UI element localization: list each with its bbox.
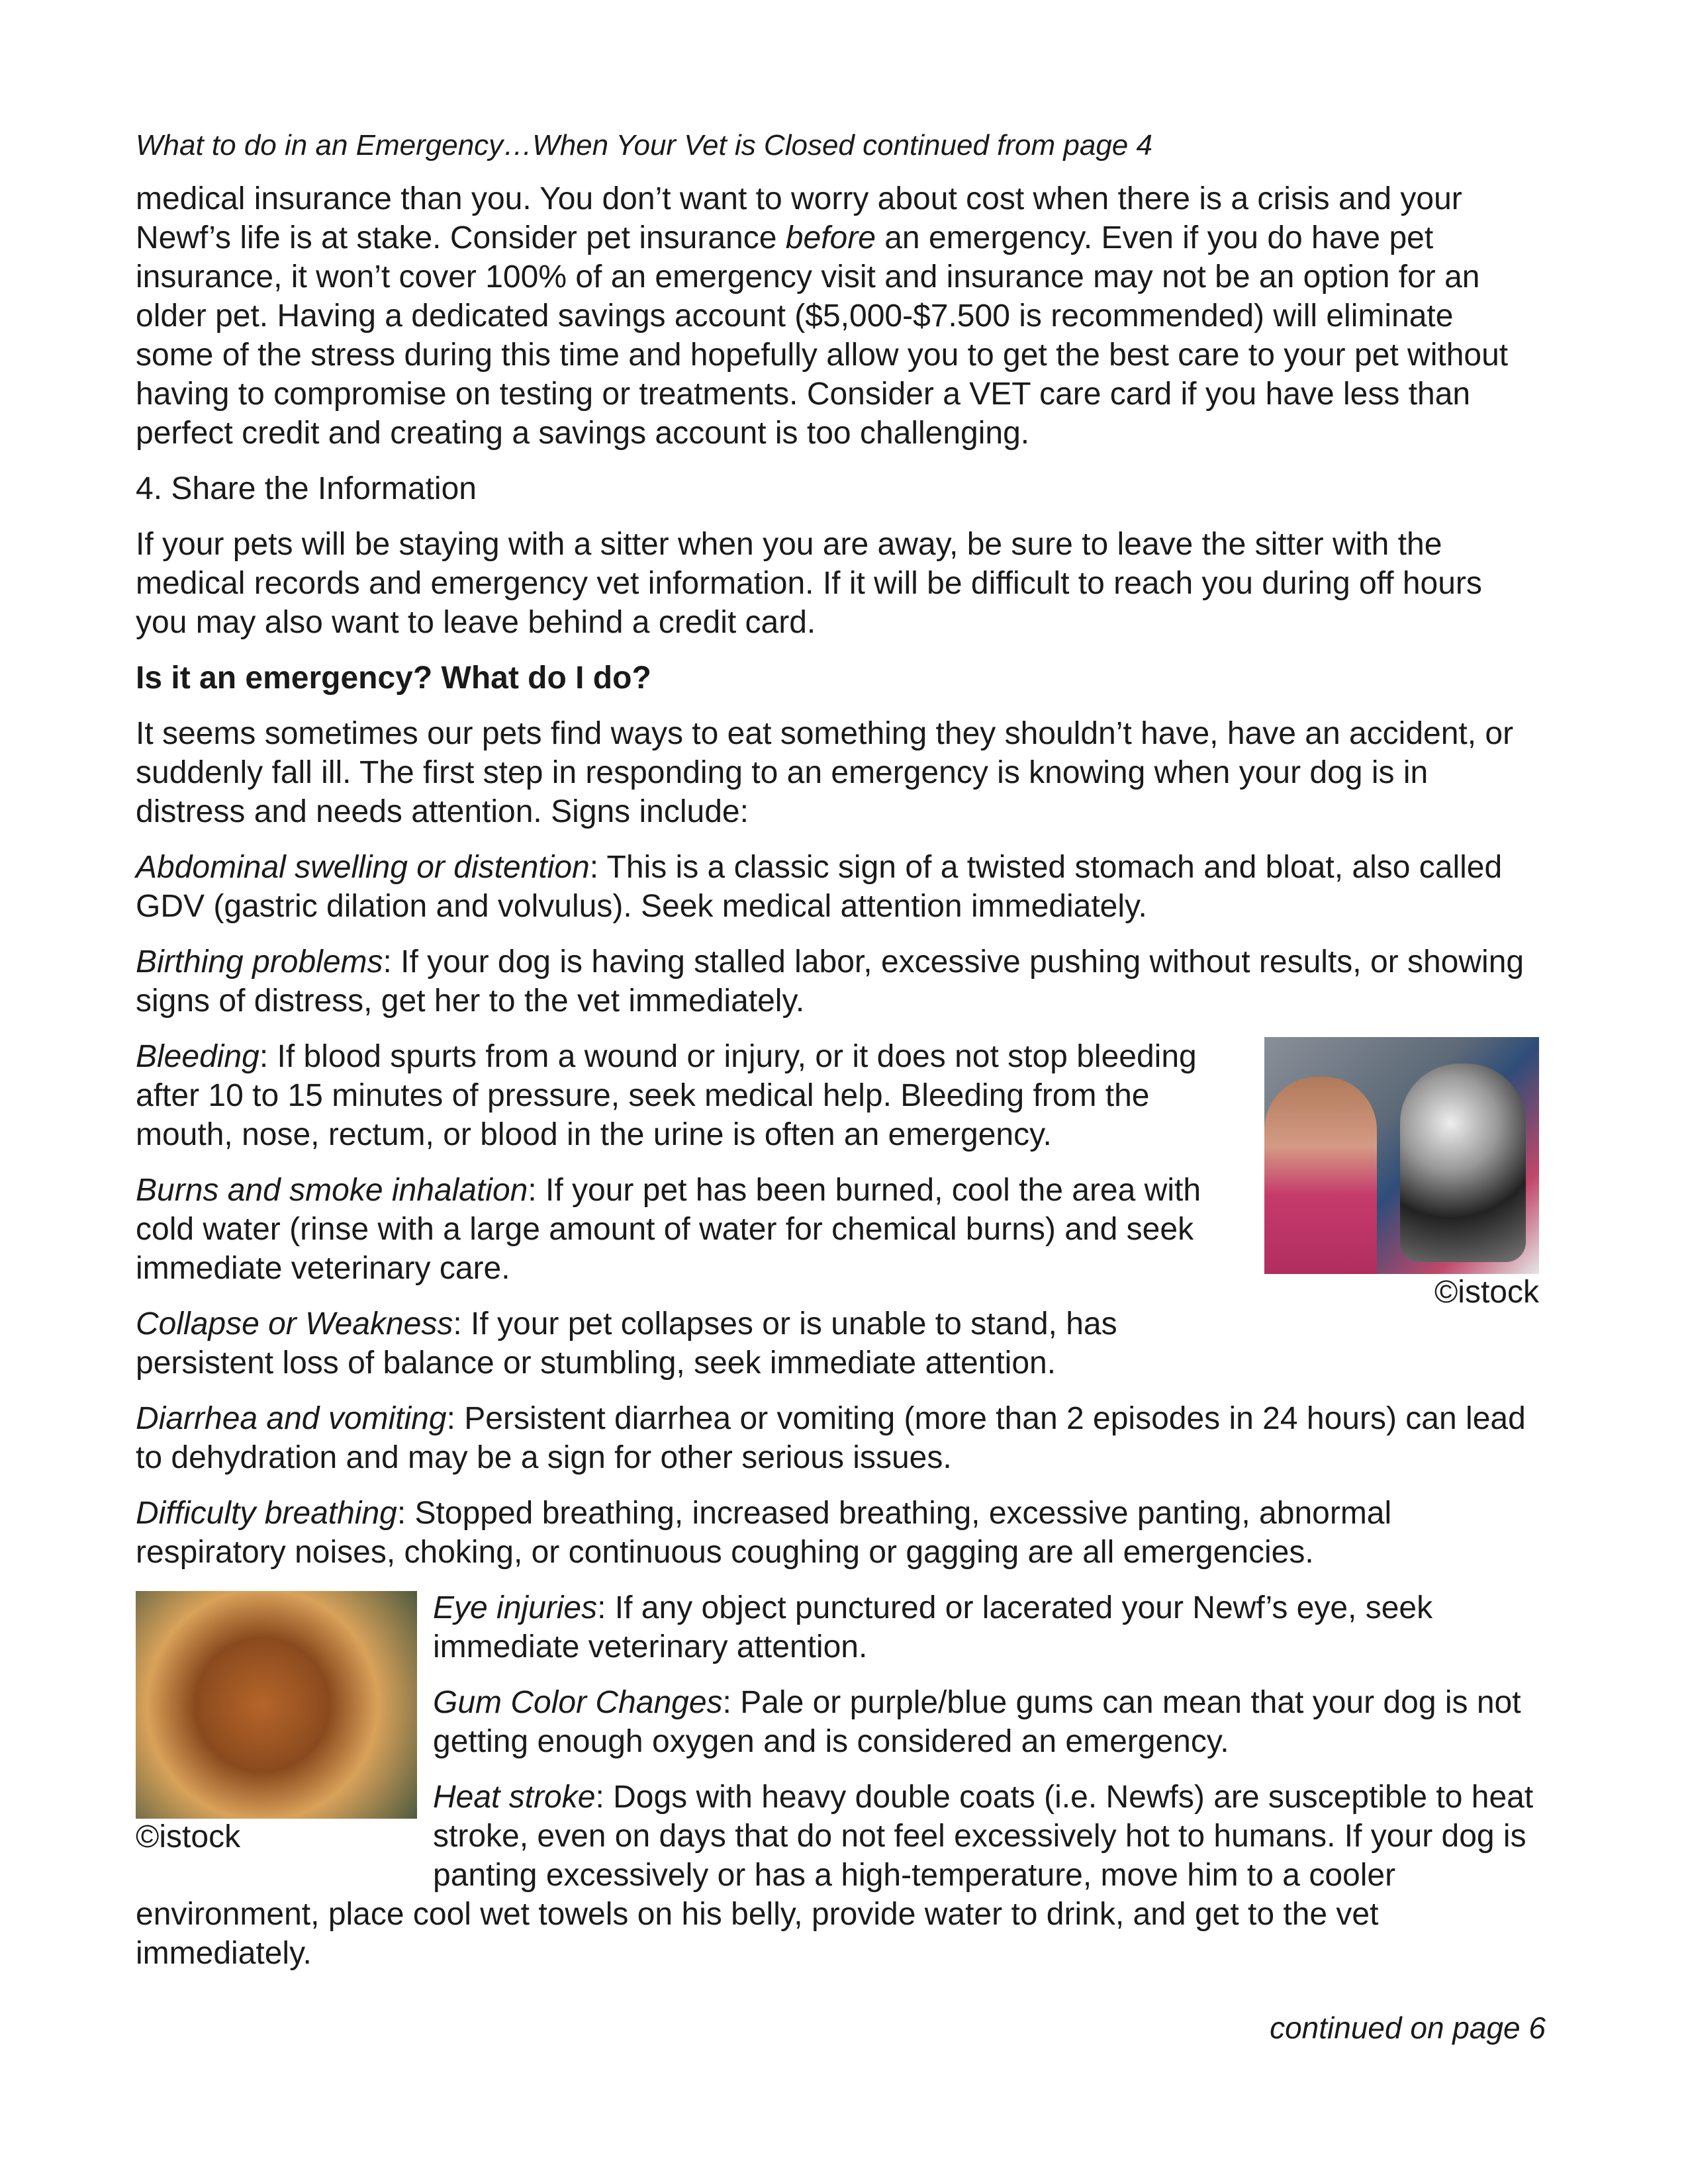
sign-text: : If your pet collapses or is unable to stand, has persistent loss of balance or stumbling, seek immediate attention. bbox=[136, 1306, 1117, 1381]
sign-text: : If your dog is having stalled labor, excessive pushing without results, or showing signs of distress, get her to the vet immediately. bbox=[136, 944, 1524, 1019]
emergency-intro: It seems sometimes our pets find ways to eat something they shouldn’t have, have an accident, or suddenly fall ill. The first step in responding to an emergency is knowing when your dog is in distress and needs attention. Signs include: bbox=[136, 716, 1514, 829]
sign-term: Difficulty breathing bbox=[136, 1496, 397, 1531]
text: medical insurance than you. You don’t want to worry about cost when there is a crisis and your Newf’s life is at stake. Consider pet insurance bbox=[136, 181, 1462, 255]
sign-term: Gum Color Changes bbox=[433, 1685, 723, 1720]
photo-credit: ©istock bbox=[1434, 1275, 1539, 1310]
sign-text: : If your pet has been burned, cool the area with cold water (rinse with a large amount of water for chemical burns) and seek immediate veterinary care. bbox=[136, 1173, 1201, 1286]
share-heading: 4. Share the Information bbox=[136, 471, 477, 506]
sign-text: : Stopped breathing, increased breathing, excessive panting, abnormal respiratory noises, choking, or continuous coughing or gagging are all emergencies. bbox=[136, 1496, 1392, 1570]
sign-text: : If any object punctured or lacerated your Newf’s eye, seek immediate veterinary attention. bbox=[433, 1590, 1433, 1664]
sign-text: : Dogs with heavy double coats (i.e. Newfs) are susceptible to heat stroke, even on days that do not feel excessively hot to humans. If your dog is panting excessively or has a high-temperature, move him to a cooler environment, place cool wet towels on his belly, provide water to drink, and get to the vet immediately. bbox=[136, 1780, 1534, 1971]
injured-dog-photo bbox=[136, 1591, 417, 1819]
sign-item bbox=[136, 848, 1539, 926]
vet-with-dog-photo bbox=[1264, 1037, 1539, 1274]
sign-item bbox=[136, 1494, 1539, 1572]
sign-item bbox=[136, 1399, 1539, 1477]
insurance-paragraph bbox=[136, 179, 1539, 453]
sign-term: Collapse or Weakness bbox=[136, 1306, 453, 1342]
emphasis: before bbox=[785, 220, 876, 255]
vet-figure bbox=[1264, 1037, 1539, 1311]
sign-item bbox=[136, 1304, 1539, 1383]
sign-term: Bleeding bbox=[136, 1039, 259, 1074]
sign-text: : This is a classic sign of a twisted stomach and bloat, also called GDV (gastric dilation and volvulus). Seek medical attention immediately. bbox=[136, 850, 1503, 924]
dog-figure bbox=[136, 1591, 417, 1856]
continued-on-footer: continued on page 6 bbox=[1270, 2011, 1546, 2045]
sign-text: : If blood spurts from a wound or injury, or it does not stop bleeding after 10 to 15 minutes of pressure, seek medical help. Bleeding from the mouth, nose, rectum, or blood in the urine is often an emergency. bbox=[136, 1039, 1197, 1152]
sign-term: Eye injuries bbox=[433, 1590, 598, 1625]
share-paragraph: If your pets will be staying with a sitter when you are away, be sure to leave the sitter with the medical records and emergency vet information. If it will be difficult to reach you during off hours you may also want to leave behind a credit card. bbox=[136, 527, 1482, 640]
sign-term: Heat stroke bbox=[433, 1780, 596, 1815]
sign-text: : Pale or purple/blue gums can mean that your dog is not getting enough oxygen and is considered an emergency. bbox=[433, 1685, 1521, 1759]
sign-text: : Persistent diarrhea or vomiting (more than 2 episodes in 24 hours) can lead to dehydration and may be a sign for other serious issues. bbox=[136, 1401, 1526, 1475]
text: an emergency. Even if you do have pet insurance, it won’t cover 100% of an emergency visit and insurance may not be an option for an older pet. Having a dedicated savings account ($5,000-$7.500 is recommended) will eliminate some of the stress during this time and hopefully allow you to get the best care to your pet without having to compromise on testing or treatments. Consider a VET care card if you have less than perfect credit and creating a savings account is too challenging. bbox=[136, 220, 1509, 451]
photo-credit: ©istock bbox=[136, 1819, 241, 1854]
sign-term: Abdominal swelling or distention bbox=[136, 850, 590, 885]
sign-item bbox=[136, 942, 1539, 1021]
sign-term: Diarrhea and vomiting bbox=[136, 1401, 447, 1436]
emergency-heading: Is it an emergency? What do I do? bbox=[136, 660, 651, 696]
sign-term: Birthing problems bbox=[136, 944, 383, 979]
sign-term: Burns and smoke inhalation bbox=[136, 1173, 528, 1208]
continued-from-header: What to do in an Emergency…When Your Vet is Closed continued from page 4 bbox=[136, 129, 1152, 161]
